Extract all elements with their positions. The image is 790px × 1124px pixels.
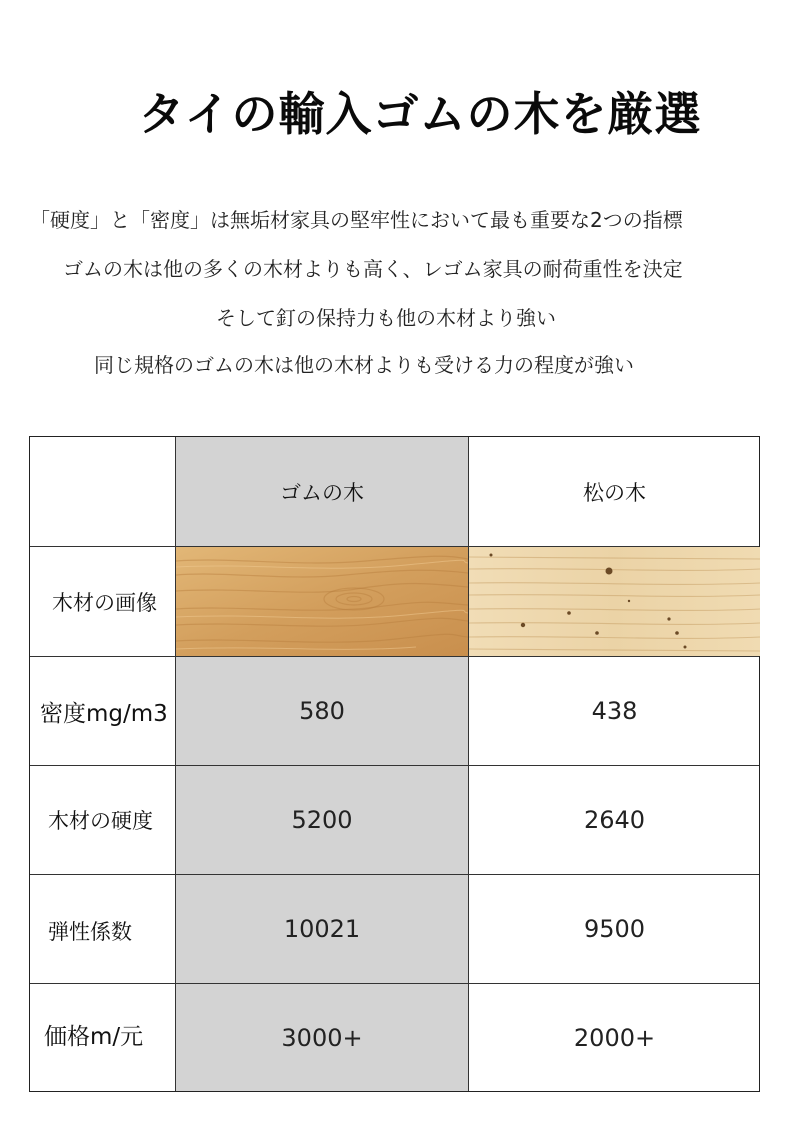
description-line-4: 同じ規格のゴムの木は他の木材よりも受ける力の程度が強い (94, 353, 634, 377)
row-label-elastic-modulus: 弾性係数 (48, 920, 132, 944)
page-title: タイの輸入ゴムの木を厳選 (138, 87, 702, 141)
rubber-price-value: 3000+ (281, 1024, 363, 1052)
comparison-table (29, 436, 760, 1092)
pine-price-value: 2000+ (573, 1024, 656, 1052)
description-line-1: 「硬度」と「密度」は無垢材家具の堅牢性において最も重要な2つの指標 (30, 208, 683, 232)
rubber-wood-image (176, 547, 468, 656)
pine-elastic-modulus-value: 9500 (583, 915, 646, 943)
description-line-2: ゴムの木は他の多くの木材よりも高く、レゴム家具の耐荷重性を決定 (63, 257, 683, 281)
header-rubber-wood: ゴムの木 (280, 480, 364, 505)
row-label-wood-image: 木材の画像 (52, 590, 157, 615)
rubber-hardness-value: 5200 (291, 806, 353, 834)
description-line-3: そして釘の保持力も他の木材より強い (216, 306, 556, 330)
pine-wood-image (469, 547, 760, 656)
header-pine-wood: 松の木 (583, 480, 646, 505)
pine-wood-texture (469, 547, 760, 656)
pine-density-value: 438 (591, 697, 638, 725)
row-label-price: 価格m/元 (44, 1023, 144, 1050)
rubber-elastic-modulus-value: 10021 (283, 915, 361, 943)
rubber-density-value: 580 (299, 697, 345, 725)
rubber-wood-texture (176, 547, 468, 656)
row-label-density: 密度mg/m3 (40, 700, 168, 727)
row-label-hardness: 木材の硬度 (48, 809, 153, 833)
pine-hardness-value: 2640 (583, 806, 646, 834)
